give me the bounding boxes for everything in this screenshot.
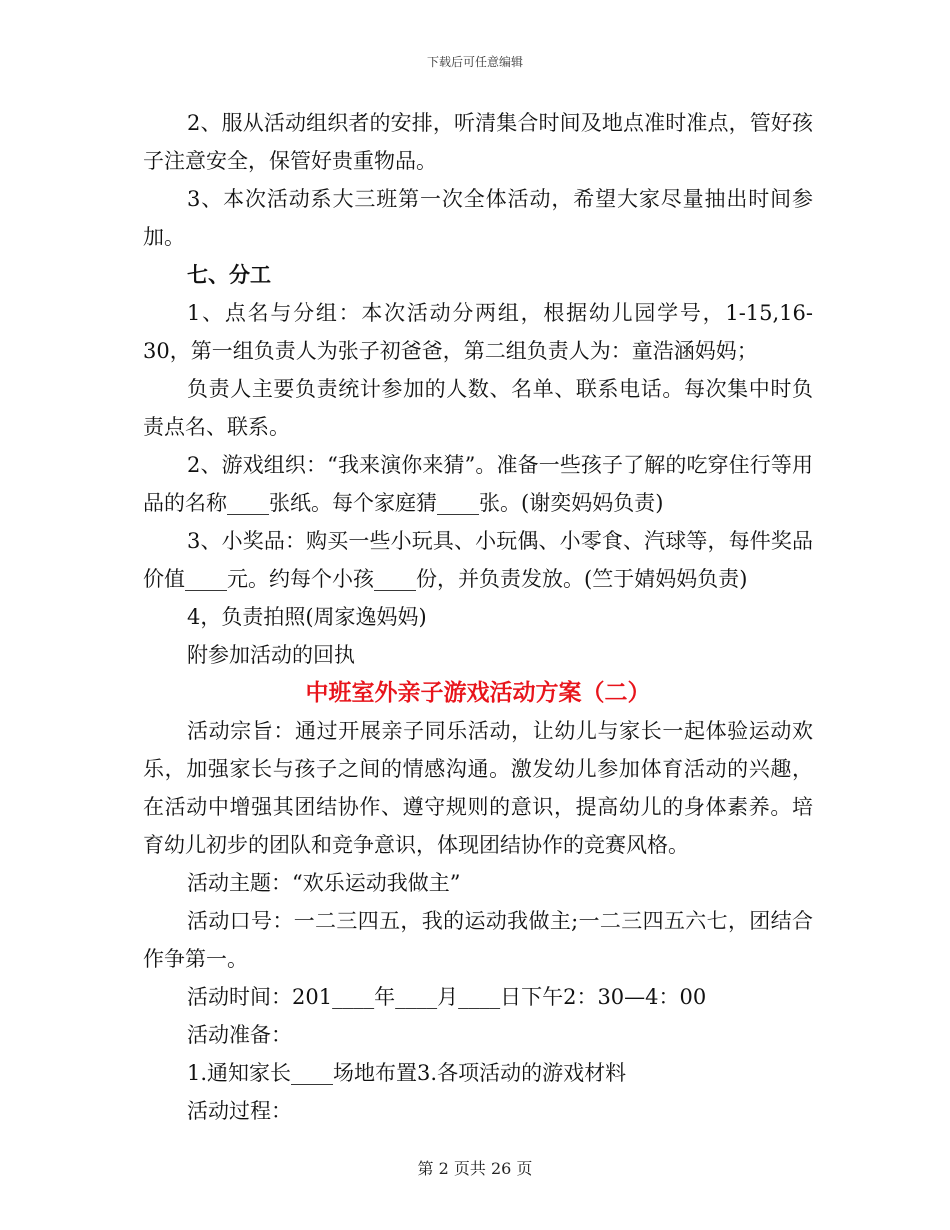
paragraph-time: 活动时间：201____年____月____日下午2：30—4：00 <box>187 985 707 1009</box>
paragraph-roll-call: 1、点名与分组：本次活动分两组，根据幼儿园学号，1-15,16-30，第一组负责人为张子初爸爸，第二组负责人为：童浩涵妈妈； <box>143 301 813 363</box>
paragraph-leader-duty: 负责人主要负责统计参加的人数、名单、联系电话。每次集中时负责点名、联系。 <box>143 377 813 439</box>
paragraph-rule-3: 3、本次活动系大三班第一次全体活动，希望大家尽量抽出时间参加。 <box>143 187 813 249</box>
paragraph-rule-2: 2、服从活动组织者的安排，听清集合时间及地点准时准点，管好孩子注意安全，保管好贵重物品。 <box>143 111 813 173</box>
paragraph-purpose: 活动宗旨：通过开展亲子同乐活动，让幼儿与家长一起体验运动欢乐，加强家长与孩子之间的情感沟通。激发幼儿参加体育活动的兴趣，在活动中增强其团结协作、遵守规则的意识，提高幼儿的身体素养。培育幼儿初步的团队和竞争意识，体现团结协作的竞赛风格。 <box>143 719 813 857</box>
paragraph-photography: 4，负责拍照(周家逸妈妈) <box>187 605 427 629</box>
paragraph-preparation: 活动准备： <box>187 1023 292 1047</box>
paragraph-preparation-items: 1.通知家长____场地布置3.各项活动的游戏材料 <box>187 1061 627 1085</box>
paragraph-prizes: 3、小奖品：购买一些小玩具、小玩偶、小零食、汽球等，每件奖品价值____元。约每个小孩____份，并负责发放。(竺于婧妈妈负责) <box>143 529 813 591</box>
paragraph-game-organization: 2、游戏组织：“我来演你来猜”。准备一些孩子了解的吃穿住行等用品的名称____张纸。每个家庭猜____张。(谢奕妈妈负责) <box>143 453 813 515</box>
paragraph-process: 活动过程： <box>187 1099 292 1123</box>
section-heading-division: 七、分工 <box>187 262 271 287</box>
page-header: 下载后可任意编辑 <box>426 55 523 69</box>
document-body <box>143 104 813 1130</box>
paragraph-theme: 活动主题：“欢乐运动我做主” <box>187 871 461 895</box>
paragraph-slogan: 活动口号：一二三四五，我的运动我做主;一二三四五六七，团结合作争第一。 <box>143 909 813 971</box>
section-title: 中班室外亲子游戏活动方案（二） <box>305 679 651 706</box>
paragraph-receipt: 附参加活动的回执 <box>187 643 355 667</box>
page-footer: 第 2 页共 26 页 <box>417 1159 533 1178</box>
